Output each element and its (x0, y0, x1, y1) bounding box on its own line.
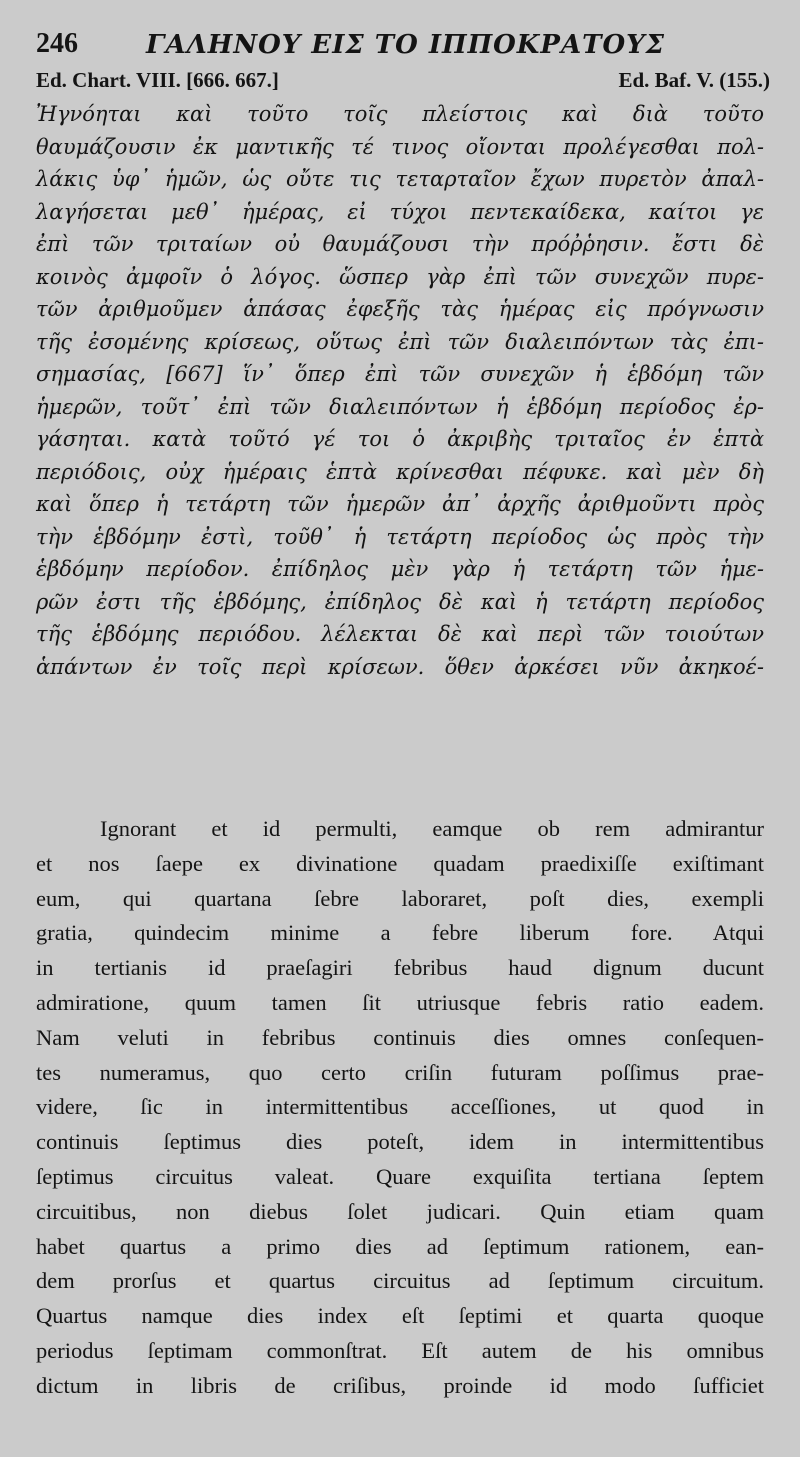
greek-line: ἑβδόμην περίοδον. ἐπίδηλος μὲν γὰρ ἡ τετάρτη τῶν ἡμε- (36, 557, 764, 581)
latin-line: Quartus namque dies index eſt ſeptimi et quarta quoque (36, 1303, 764, 1329)
greek-line: περιόδοις, οὐχ ἡμέραις ἑπτὰ κρίνεσθαι πέφυκε. καὶ μὲν δὴ (36, 459, 764, 484)
greek-line: καὶ ὅπερ ἡ τετάρτη τῶν ἡμερῶν ἀπ᾽ ἀρχῆς ἀριθμοῦντι πρὸς (36, 492, 764, 516)
greek-line: τὴν ἑβδόμην ἐστὶ, τοῦθ᾽ ἡ τετάρτη περίοδος ὡς πρὸς τὴν (36, 524, 764, 549)
latin-line: eum, qui quartana ſebre laboraret, poſt dies, exempli (36, 885, 764, 911)
edition-basel-ref: Ed. Baf. V. (155.) (618, 68, 770, 92)
edition-chart-ref: Ed. Chart. VIII. [666. 667.] (36, 68, 279, 92)
latin-line: ſeptimus circuitus valeat. Quare exquiſita tertiana ſeptem (36, 1163, 764, 1189)
greek-line: Ἠγνόηται καὶ τοῦτο τοῖς πλείστοις καὶ διὰ τοῦτο (36, 102, 764, 126)
greek-line: ἡμερῶν, τοῦτ᾽ ἐπὶ τῶν διαλειπόντων ἡ ἑβδόμη περίοδος ἐρ- (36, 394, 764, 419)
latin-line: Ignorant et id permulti, eamque ob rem admirantur (100, 816, 764, 841)
page-number: 246 (36, 28, 78, 59)
latin-line: dem prorſus et quartus circuitus ad ſeptimum circuitum. (36, 1268, 764, 1294)
running-title: ΓΑΛΗΝΟΥ ΕΙΣ ΤΟ ΙΠΠΟΚΡΑΤΟΥΣ (146, 30, 666, 60)
greek-line: ἐπὶ τῶν τριταίων οὐ θαυμάζουσι τὴν πρόῤῥησιν. ἔστι δὲ (36, 232, 764, 256)
greek-text-block (36, 98, 764, 683)
latin-line: gratia, quindecim minime a febre liberum fore. Atqui (36, 920, 764, 946)
greek-line: λαγήσεται μεθ᾽ ἡμέρας, εἰ τύχοι πεντεκαίδεκα, καίτοι γε (36, 199, 764, 224)
latin-line: tes numeramus, quo certo criſin futuram poſſimus prae- (36, 1059, 764, 1085)
latin-line: in tertianis id praeſagiri febribus haud dignum ducunt (36, 955, 764, 981)
latin-line: periodus ſeptimam commonſtrat. Eſt autem de his omnibus (36, 1337, 764, 1363)
latin-text-block (36, 812, 764, 1404)
page-header (36, 28, 770, 62)
latin-line: Nam veluti in febribus continuis dies omnes conſequen- (36, 1024, 764, 1050)
greek-line: ἁπάντων ἐν τοῖς περὶ κρίσεων. ὅθεν ἀρκέσει νῦν ἀκηκοέ- (36, 654, 764, 679)
greek-line: τῆς ἑβδόμης περιόδου. λέλεκται δὲ καὶ περὶ τῶν τοιούτων (36, 622, 764, 646)
latin-line: continuis ſeptimus dies poteſt, idem in intermittentibus (36, 1129, 764, 1155)
latin-line: admiratione, quum tamen ſit utriusque febris ratio eadem. (36, 989, 764, 1015)
latin-line: et nos ſaepe ex divinatione quadam praedixiſſe exiſtimant (36, 850, 764, 876)
greek-line: ρῶν ἐστι τῆς ἑβδόμης, ἐπίδηλος δὲ καὶ ἡ τετάρτη περίοδος (36, 589, 764, 614)
latin-line: circuitibus, non diebus ſolet judicari. Quin etiam quam (36, 1198, 764, 1224)
greek-line: λάκις ὑφ᾽ ἡμῶν, ὡς οὔτε τις τεταρταῖον ἔχων πυρετὸν ἀπαλ- (36, 167, 764, 191)
latin-line: videre, ſic in intermittentibus acceſſiones, ut quod in (36, 1094, 764, 1120)
latin-line: dictum in libris de criſibus, proinde id modo ſufficiet (36, 1372, 764, 1398)
greek-line: τῶν ἀριθμοῦμεν ἁπάσας ἐφεξῆς τὰς ἡμέρας εἰς πρόγνωσιν (36, 297, 764, 321)
greek-line: σημασίας, [667] ἵν᾽ ὅπερ ἐπὶ τῶν συνεχῶν ἡ ἑβδόμη τῶν (36, 362, 764, 386)
greek-line: τῆς ἐσομένης κρίσεως, οὕτως ἐπὶ τῶν διαλειπόντων τὰς ἐπι- (36, 329, 764, 354)
latin-line: habet quartus a primo dies ad ſeptimum rationem, ean- (36, 1233, 764, 1259)
greek-line: θαυμάζουσιν ἐκ μαντικῆς τέ τινος οἴονται προλέγεσθαι πολ- (36, 134, 764, 159)
greek-line: γάσηται. κατὰ τοῦτό γέ τοι ὁ ἀκριβὴς τριταῖος ἐν ἑπτὰ (36, 427, 764, 451)
greek-line: κοινὸς ἀμφοῖν ὁ λόγος. ὥσπερ γὰρ ἐπὶ τῶν συνεχῶν πυρε- (36, 264, 764, 289)
edition-reference (36, 68, 770, 96)
